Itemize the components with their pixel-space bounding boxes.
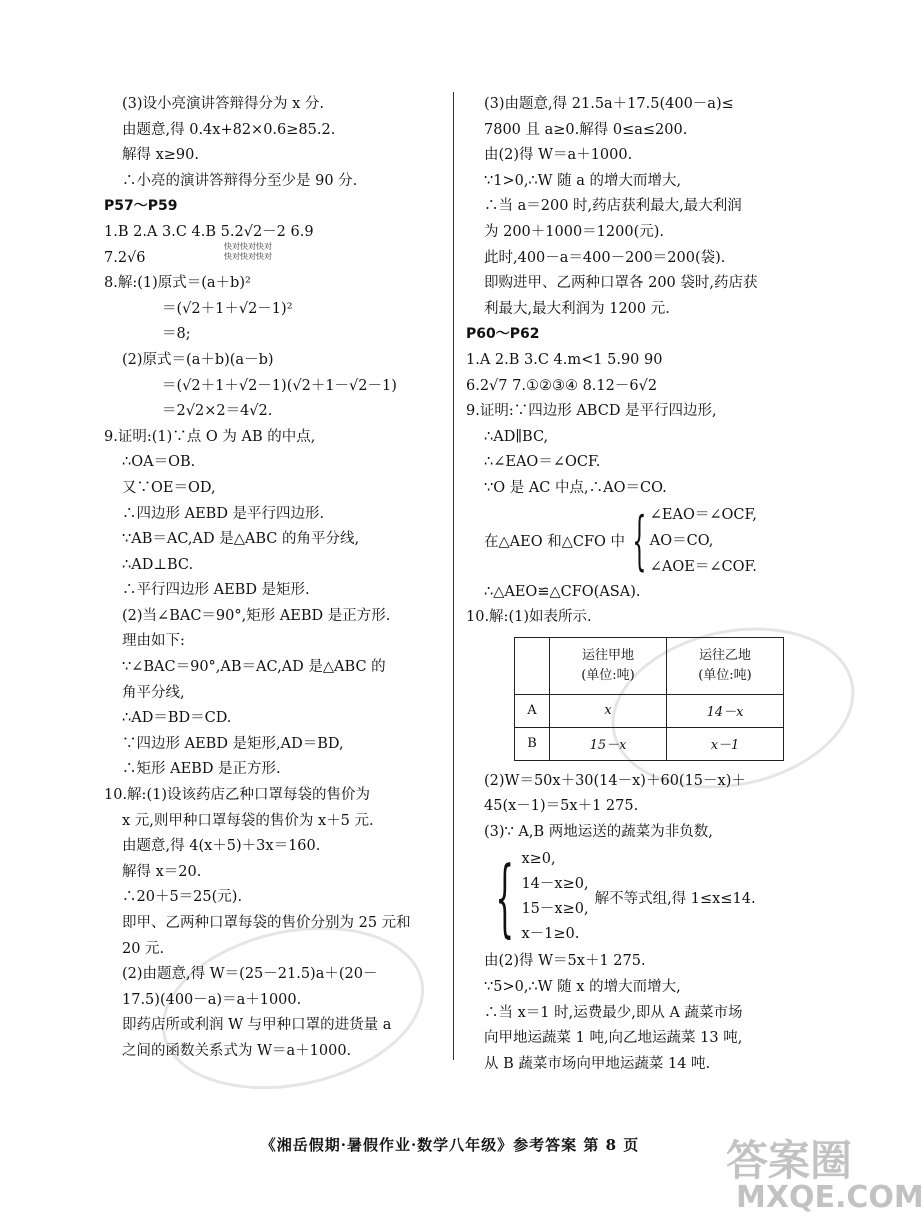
text-line: ∴△AEO≌△CFO(ASA).	[484, 583, 641, 600]
text-line: ∴小亮的演讲答辩得分至少是 90 分.	[122, 172, 358, 189]
system-lines	[521, 847, 588, 947]
table-cell: x	[550, 694, 667, 727]
table-row	[515, 637, 784, 694]
text-line: ∵四边形 AEBD 是矩形,AD＝BD,	[122, 735, 344, 752]
text-line: ∴20＋5＝25(元).	[122, 889, 243, 906]
text-line: 即甲、乙两种口罩每袋的售价分别为 25 元和	[122, 915, 411, 931]
text-line: ∴AD＝BD＝CD.	[122, 710, 232, 727]
text-line: (2)原式＝(a＋b)(a－b)	[122, 351, 274, 368]
note-line: 快对快对快对	[224, 252, 272, 261]
text-line: 理由如下:	[122, 633, 185, 650]
text-line: ∵1>0,∴W 随 a 的增大而增大,	[484, 172, 682, 189]
text-line: 即药店所或利润 W 与甲种口罩的进货量 a	[122, 1017, 392, 1034]
system-line: x－1≥0.	[521, 926, 580, 943]
text-line: ＝8;	[162, 326, 191, 343]
text-line: (3)设小亮演讲答辩得分为 x 分.	[122, 96, 325, 112]
system-line: x≥0,	[521, 851, 556, 868]
text-line: 解得 x＝20.	[122, 863, 202, 880]
system-line: ∠EAO＝∠OCF,	[649, 506, 757, 523]
text-line: ∵5>0,∴W 随 x 的增大而增大,	[484, 979, 681, 996]
text-line: ∴四边形 AEBD 是平行四边形.	[122, 505, 325, 522]
table-cell: 14－x	[667, 694, 784, 727]
text-line: 7800 且 a≥0.解得 0≤a≤200.	[484, 121, 688, 138]
section-heading: P57～P59	[104, 198, 178, 215]
text-line: ∵∠BAC＝90°,AB＝AC,AD 是△ABC 的	[122, 659, 386, 676]
text-line: 又∵OE＝OD,	[122, 479, 216, 496]
system-line: AO＝CO,	[649, 532, 714, 549]
text-line: (3)∵ A,B 两地运送的蔬菜为非负数,	[484, 823, 713, 840]
text-line: ＝2√2×2＝4√2.	[162, 403, 273, 420]
text-line: ∴当 a＝200 时,药店获利最大,最大利润	[484, 198, 742, 215]
text-line: (2)当∠BAC＝90°,矩形 AEBD 是正方形.	[122, 607, 391, 624]
text-line: 即购进甲、乙两种口罩各 200 袋时,药店获	[484, 275, 758, 292]
text-line: 17.5)(400－a)＝a＋1000.	[122, 991, 302, 1008]
text-line: 由题意,得 0.4x+82×0.6≥85.2.	[122, 121, 336, 138]
system-line: 14－x≥0,	[521, 876, 589, 893]
text-line: 此时,400－a＝400－200＝200(袋).	[484, 249, 726, 266]
text-line: (2)W＝50x＋30(14－x)＋60(15－x)＋	[484, 772, 746, 789]
table-row	[515, 694, 784, 727]
text-line: x 元,则甲种口罩每袋的售价为 x＋5 元.	[122, 812, 374, 829]
table-cell: 运往甲地 (单位:吨)	[550, 637, 667, 694]
text-line: ∴AD⊥BC.	[122, 556, 194, 573]
transport-table	[514, 637, 784, 761]
text-line: 6.2√7 7.①②③④ 8.12－6√2	[466, 377, 658, 394]
column-divider	[453, 92, 454, 1060]
text-line: 10.解:(1)设该药店乙种口罩每袋的售价为	[104, 787, 370, 804]
table-cell: 运往乙地 (单位:吨)	[667, 637, 784, 694]
table-cell: 15－x	[550, 727, 667, 760]
left-column	[104, 92, 444, 1065]
inequality-system	[466, 845, 796, 949]
text-line: 10.解:(1)如表所示.	[466, 609, 592, 626]
system-line: 15－x≥0,	[521, 901, 589, 918]
table-row	[515, 727, 784, 760]
watermark-site: MXQE.COM	[736, 1180, 924, 1215]
text-line: ＝(√2＋1＋√2－1)²	[162, 300, 293, 317]
text-line: ∴∠EAO＝∠OCF.	[484, 454, 601, 471]
section-heading: P60～P62	[466, 326, 540, 343]
table-cell: x－1	[667, 727, 784, 760]
text-line: ∴OA＝OB.	[122, 454, 196, 471]
watermark-brand: 答案圈	[726, 1136, 853, 1185]
text-line: 1.A 2.B 3.C 4.m<1 5.90 90	[466, 351, 663, 368]
text-line: 9.证明:(1)∵点 O 为 AB 的中点,	[104, 428, 316, 445]
right-column	[466, 92, 796, 1077]
text-line: ∴矩形 AEBD 是正方形.	[122, 761, 281, 778]
page-footer: 《湘岳假期·暑假作业·数学八年级》参考答案 第 8 页	[260, 1136, 640, 1154]
text-line: 从 B 蔬菜市场向甲地运蔬菜 14 吨.	[484, 1055, 711, 1072]
brace-symbol: {	[632, 503, 647, 578]
brace-symbol: {	[495, 848, 515, 947]
text-line: 利最大,最大利润为 1200 元.	[484, 300, 670, 317]
text-line: (3)由题意,得 21.5a＋17.5(400－a)≤	[484, 96, 734, 112]
table-cell: B	[515, 727, 550, 760]
text-line: 由(2)得 W＝a＋1000.	[484, 147, 633, 164]
system-label: 在△AEO 和△CFO 中	[484, 534, 626, 550]
table-cell: A	[515, 694, 550, 727]
text-line: ∴当 x＝1 时,运费最少,即从 A 蔬菜市场	[484, 1004, 743, 1021]
text-line: 之间的函数关系式为 W＝a＋1000.	[122, 1042, 352, 1059]
system-solution: 解不等式组,得 1≤x≤14.	[594, 890, 756, 907]
text-line: 8.解:(1)原式＝(a＋b)²	[104, 275, 251, 292]
system-line: ∠AOE＝∠COF.	[649, 558, 757, 575]
text-line: (2)由题意,得 W＝(25－21.5)a＋(20－	[122, 966, 378, 983]
table-cell	[515, 637, 550, 694]
text-line: ＝(√2＋1＋√2－1)(√2＋1－√2－1)	[162, 377, 397, 394]
text-line: 由(2)得 W＝5x＋1 275.	[484, 953, 646, 970]
text-line: 20 元.	[122, 940, 165, 957]
system-lines	[650, 502, 757, 580]
text-line: ∵AB＝AC,AD 是△ABC 的角平分线,	[122, 531, 360, 548]
text-line: 45(x－1)＝5x＋1 275.	[484, 798, 639, 815]
text-line: 7.2√6	[104, 249, 146, 266]
text-line: 1.B 2.A 3.C 4.B 5.2√2－2 6.9	[104, 223, 314, 240]
text-line: 由题意,得 4(x＋5)＋3x＝160.	[122, 838, 321, 855]
text-line: ∴平行四边形 AEBD 是矩形.	[122, 582, 310, 599]
text-line: 角平分线,	[122, 684, 185, 701]
note-line: 快对快对快对	[224, 242, 272, 251]
text-line: 为 200＋1000＝1200(元).	[484, 223, 665, 240]
text-line: ∵O 是 AC 中点,∴AO＝CO.	[484, 479, 667, 496]
text-line: 9.证明:∵四边形 ABCD 是平行四边形,	[466, 403, 717, 420]
congruence-system	[466, 502, 796, 580]
text-line: 解得 x≥90.	[122, 147, 199, 164]
text-line: ∴AD∥BC,	[484, 428, 549, 445]
text-line: 向甲地运蔬菜 1 吨,向乙地运蔬菜 13 吨,	[484, 1030, 743, 1047]
